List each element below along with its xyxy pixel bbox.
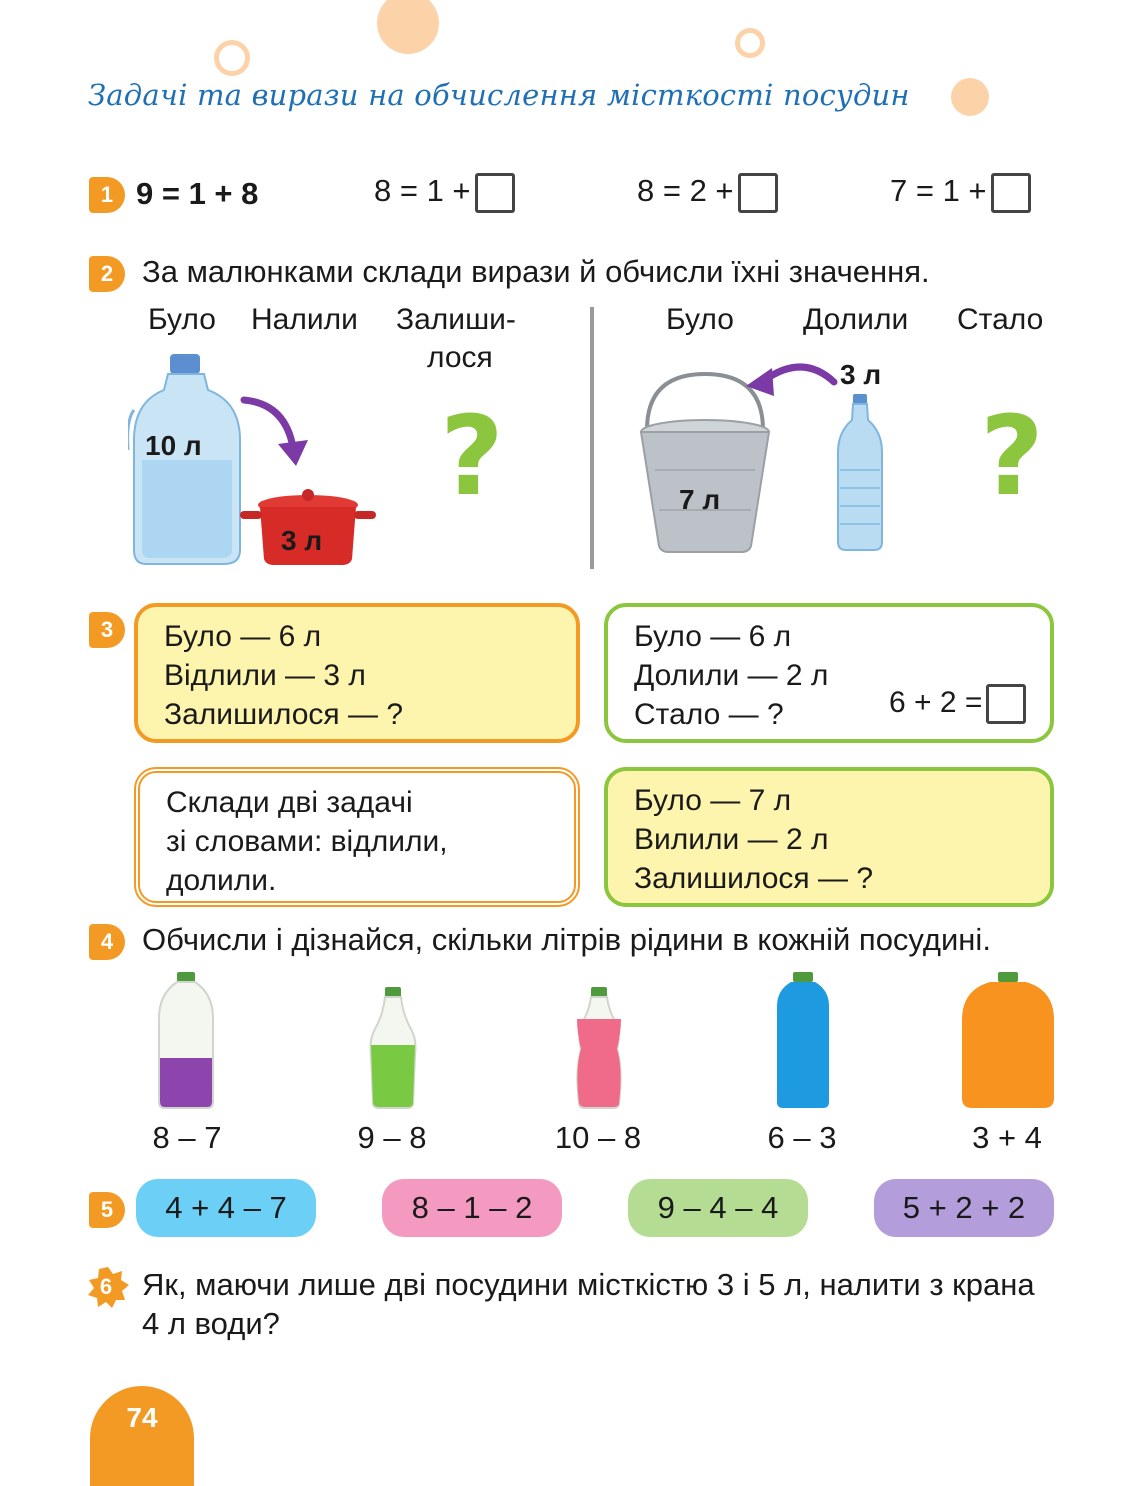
bottle-icon (367, 985, 419, 1110)
answer-box[interactable] (986, 684, 1026, 724)
task-badge: 6 (99, 1274, 113, 1299)
page-number-tab (90, 1386, 194, 1486)
expression-label: 3 + 4 (972, 1120, 1042, 1155)
equation-text: 8 = 2 + (637, 173, 734, 208)
page-title: Задачі та вирази на обчислення місткості посудин (88, 78, 910, 112)
pour-arrow-icon (238, 392, 318, 472)
task-instruction: За малюнками склади вирази й обчисли їхні значення. (142, 254, 930, 289)
card-line: Відлили — 3 л (164, 659, 366, 692)
card-equation (889, 684, 1026, 724)
decor-circle (951, 78, 989, 116)
task-badge: 2 (89, 256, 125, 292)
expression-label: 10 – 8 (554, 1120, 642, 1155)
card-line: Було — 7 л (634, 784, 792, 817)
bottle-icon (775, 970, 831, 1110)
equation-text: 7 = 1 + (890, 173, 987, 208)
question-mark: ? (440, 392, 504, 520)
card-line: Було — 6 л (634, 620, 792, 653)
column-label: Було (148, 303, 216, 336)
expression-pill: 8 – 1 – 2 (382, 1179, 562, 1237)
bottle-volume-label: 10 л (145, 430, 202, 461)
task-text: 4 л води? (142, 1306, 280, 1341)
expression-pill: 9 – 4 – 4 (628, 1179, 808, 1237)
task-badge: 4 (89, 924, 125, 960)
task-text: Як, маючи лише дві посудини місткістю 3 і 5 л, налити з крана (142, 1267, 1035, 1302)
column-label: Налили (251, 303, 358, 336)
pot-volume-label: 3 л (281, 525, 323, 556)
card-line: Вилили — 2 л (634, 823, 829, 856)
column-label: Долили (803, 303, 909, 336)
expression-label: 8 – 7 (152, 1120, 222, 1155)
equation-item (890, 172, 1031, 213)
expression-pill: 4 + 4 – 7 (136, 1179, 316, 1237)
bottle-icon (960, 970, 1056, 1110)
answer-box[interactable] (991, 173, 1031, 213)
pour-arrow-icon (742, 352, 842, 402)
expression-label: 9 – 8 (357, 1120, 427, 1155)
small-bottle-illustration (834, 392, 886, 552)
task-instruction: Обчисли і дізнайся, скільки літрів рідини в кожній посудині. (142, 922, 991, 957)
problem-card (134, 603, 580, 743)
problem-card (604, 767, 1054, 907)
bottle-icon (573, 985, 625, 1110)
equation-item (374, 172, 515, 213)
card-line: зі словами: відлили, (166, 825, 448, 858)
column-label: лося (427, 341, 493, 374)
decor-circle (377, 0, 439, 54)
card-line: долили. (166, 864, 277, 897)
answer-box[interactable] (738, 173, 778, 213)
question-mark: ? (980, 392, 1044, 520)
card-line: Стало — ? (634, 698, 784, 731)
task-badge: 5 (89, 1192, 125, 1228)
equation-text: 6 + 2 = (889, 686, 983, 719)
bottle-volume-label: 3 л (840, 359, 882, 390)
card-line: Склади дві задачі (166, 786, 413, 819)
card-line: Долили — 2 л (634, 659, 829, 692)
card-line: Було — 6 л (164, 620, 322, 653)
answer-box[interactable] (475, 173, 515, 213)
card-line: Залишилося — ? (634, 862, 874, 895)
section-divider (590, 307, 594, 569)
decor-ring (735, 28, 765, 58)
equation-item (637, 172, 778, 213)
decor-ring (214, 40, 250, 76)
instruction-card (134, 767, 580, 907)
bottle-icon (155, 970, 217, 1110)
expression-pill: 5 + 2 + 2 (874, 1179, 1054, 1237)
equation-text: 8 = 1 + (374, 173, 471, 208)
card-line: Залишилося — ? (164, 698, 404, 731)
expression-label: 6 – 3 (767, 1120, 837, 1155)
example-equation: 9 = 1 + 8 (136, 176, 259, 211)
task-badge: 1 (89, 177, 125, 213)
column-label: Було (666, 303, 734, 336)
task-badge: 3 (89, 612, 125, 648)
column-label: Залиши- (396, 303, 516, 336)
bucket-volume-label: 7 л (679, 484, 721, 515)
column-label: Стало (957, 303, 1044, 336)
page-number: 74 (126, 1402, 158, 1433)
